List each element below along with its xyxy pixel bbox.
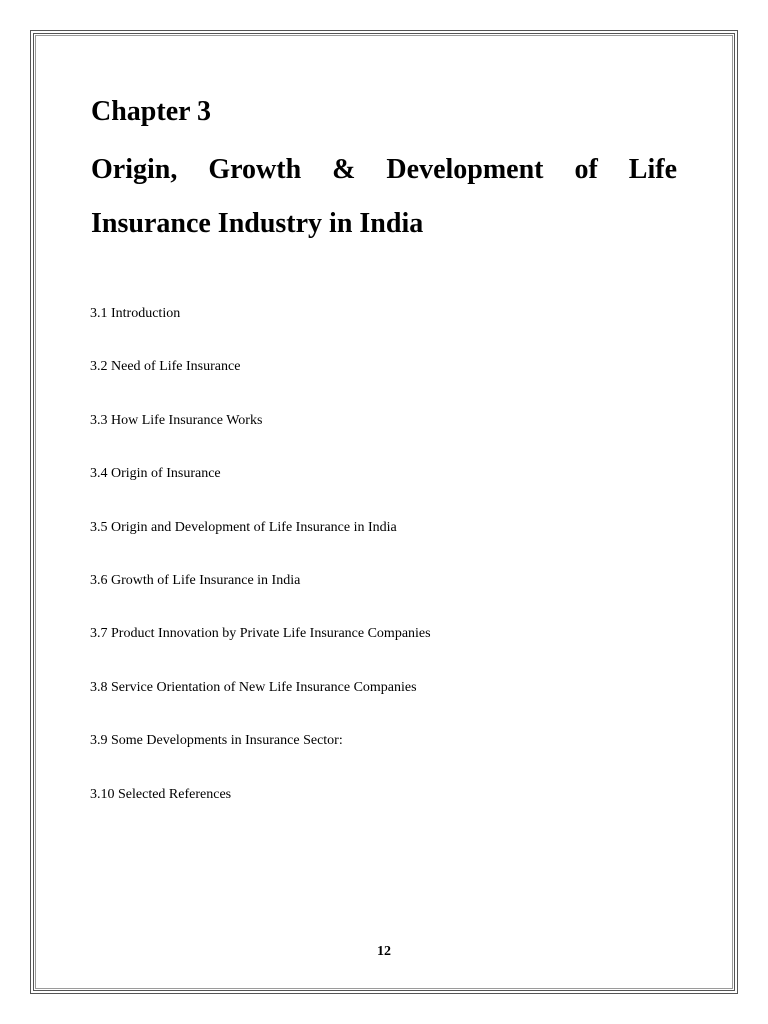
toc-item-3-7: 3.7 Product Innovation by Private Life Insurance Companies [90,626,431,642]
toc-item-3-4: 3.4 Origin of Insurance [90,466,221,482]
toc-item-3-9: 3.9 Some Developments in Insurance Sector: [90,733,343,749]
chapter-title [91,143,677,251]
page-number: 12 [377,944,391,959]
toc-item-3-10: 3.10 Selected References [90,786,232,802]
chapter-title-line-2: Insurance Industry in India [91,208,424,239]
toc-item-3-3: 3.3 How Life Insurance Works [90,412,263,428]
toc-item-3-2: 3.2 Need of Life Insurance [90,359,241,375]
chapter-title-line-1: Origin, Growth & Development of Life [91,154,677,185]
table-of-contents [90,304,431,838]
toc-item-3-1: 3.1 Introduction [90,306,181,321]
toc-item-3-8: 3.8 Service Orientation of New Life Insurance Companies [90,679,417,695]
chapter-label: Chapter 3 [91,96,212,127]
toc-item-3-5: 3.5 Origin and Development of Life Insurance in India [90,519,397,535]
toc-item-3-6: 3.6 Growth of Life Insurance in India [90,572,301,588]
